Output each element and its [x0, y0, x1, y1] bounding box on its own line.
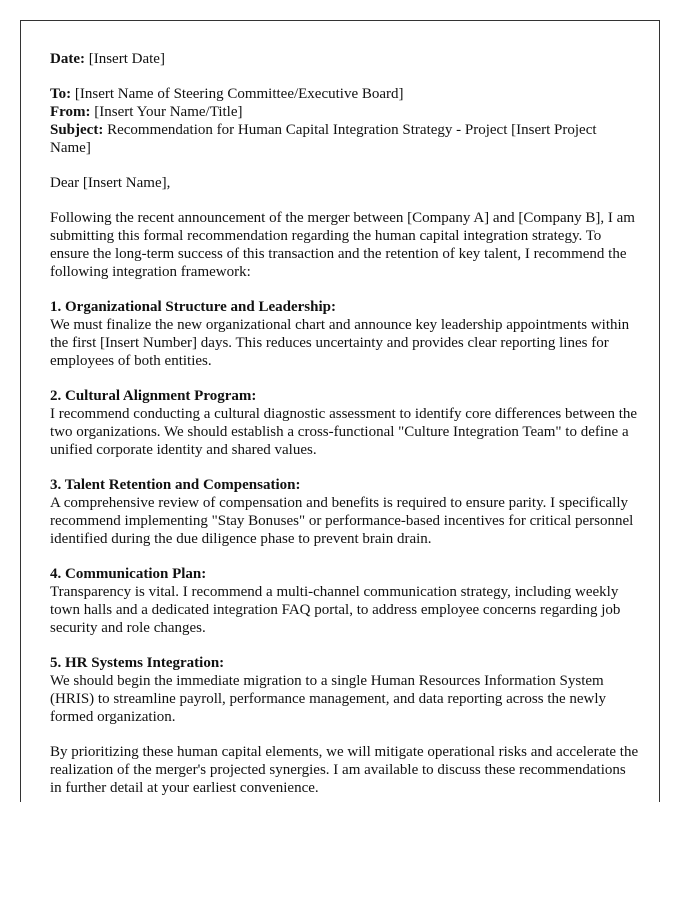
- subject-label: Subject:: [50, 122, 104, 138]
- subject-line: [50, 121, 640, 157]
- section-body: I recommend conducting a cultural diagnostic assessment to identify core differences between the two organizations. We should establish a cross-functional "Culture Integration Team" to define a unified corporate identity and shared values.: [50, 406, 638, 458]
- letter-page: [20, 20, 660, 802]
- section-3: [50, 476, 640, 548]
- date-value: [Insert Date]: [88, 51, 165, 67]
- from-line: [50, 103, 640, 121]
- section-heading: 4. Communication Plan:: [50, 566, 207, 582]
- section-heading: 5. HR Systems Integration:: [50, 655, 225, 671]
- section-body: We must finalize the new organizational chart and announce key leadership appointments within the first [Insert Number] days. This reduces uncertainty and provides clear reporting lines for employees of both entities.: [50, 317, 630, 369]
- from-label: From:: [50, 104, 91, 120]
- to-value: [Insert Name of Steering Committee/Executive Board]: [74, 86, 404, 102]
- section-4: [50, 565, 640, 637]
- section-5: [50, 654, 640, 726]
- subject-value: Recommendation for Human Capital Integration Strategy - Project [Insert Project Name]: [50, 122, 597, 156]
- greeting: Dear [Insert Name],: [50, 175, 171, 191]
- closing-paragraph: By prioritizing these human capital elements, we will mitigate operational risks and accelerate the realization of the merger's projected synergies. I am available to discuss these recommendations in further detail at your earliest convenience.: [50, 744, 639, 796]
- section-heading: 3. Talent Retention and Compensation:: [50, 477, 301, 493]
- section-body: We should begin the immediate migration to a single Human Resources Information System (HRIS) to streamline payroll, performance management, and data reporting across the newly formed organization.: [50, 673, 607, 725]
- section-1: [50, 298, 640, 370]
- memo-header: [50, 85, 640, 157]
- to-label: To:: [50, 86, 72, 102]
- date-label: Date:: [50, 51, 85, 67]
- date-line: [50, 50, 640, 68]
- from-value: [Insert Your Name/Title]: [94, 104, 243, 120]
- section-2: [50, 387, 640, 459]
- section-heading: 1. Organizational Structure and Leadership:: [50, 299, 336, 315]
- letter-content: [50, 50, 640, 814]
- section-body: Transparency is vital. I recommend a multi-channel communication strategy, including weekly town halls and a dedicated integration FAQ portal, to address employee concerns regarding job security and role changes.: [50, 584, 621, 636]
- section-body: A comprehensive review of compensation and benefits is required to ensure parity. I specifically recommend implementing "Stay Bonuses" or performance-based incentives for critical personnel identified during the due diligence phase to prevent brain drain.: [50, 495, 634, 547]
- to-line: [50, 85, 640, 103]
- intro-paragraph: Following the recent announcement of the merger between [Company A] and [Company B], I am submitting this formal recommendation regarding the human capital integration strategy. To ensure the long-term success of this transaction and the retention of key talent, I recommend the following integration framework:: [50, 210, 635, 280]
- section-heading: 2. Cultural Alignment Program:: [50, 388, 257, 404]
